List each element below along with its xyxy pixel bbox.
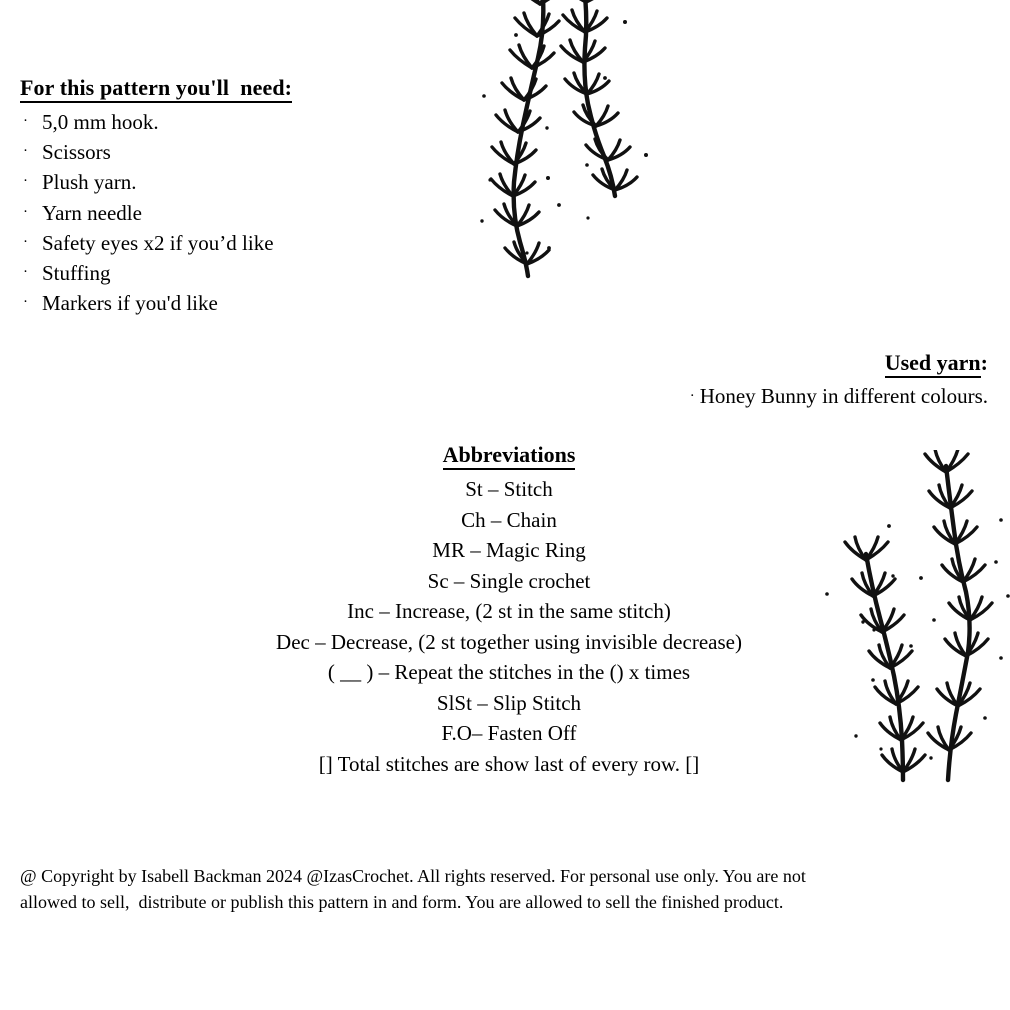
copyright-line-1: @ Copyright by Isabell Backman 2024 @IzasCrochet. All rights reserved. For personal use only. You are not [20, 866, 806, 886]
list-item-label: Yarn needle [42, 200, 142, 225]
list-item: Ch – Chain [461, 507, 557, 532]
copyright-line-2: allowed to sell, distribute or publish this pattern in and form. You are allowed to sell the finished product. [20, 891, 784, 912]
list-item-label: Safety eyes x2 if you’d like [42, 230, 274, 255]
abbreviations-section [0, 442, 1010, 779]
bullet-icon: · [23, 112, 28, 129]
list-item: Inc – Increase, (2 st in the same stitch) [347, 599, 671, 624]
bullet-icon: · [689, 388, 695, 405]
bullet-icon: · [23, 173, 28, 190]
list-item [690, 381, 988, 411]
used-yarn-heading [690, 350, 988, 375]
bullet-icon: · [23, 142, 28, 159]
bullet-icon: · [23, 294, 28, 311]
list-item [20, 288, 480, 318]
abbreviations-heading [8, 442, 1010, 467]
list-item [20, 137, 480, 167]
used-yarn-heading-text: Used yarn [885, 350, 981, 378]
materials-heading-text: For this pattern you'll need: [20, 75, 292, 103]
abbreviations-list [0, 474, 1010, 779]
bullet-icon: · [23, 264, 28, 281]
materials-section [20, 76, 480, 319]
bullet-icon: · [23, 233, 28, 250]
list-item: SlSt – Slip Stitch [436, 690, 582, 715]
list-item [20, 167, 480, 197]
list-item-label: Markers if you'd like [42, 291, 218, 316]
list-item-label: Plush yarn. [42, 170, 137, 195]
abbreviations-heading-text: Abbreviations [443, 442, 576, 470]
list-item [20, 198, 480, 228]
copyright-notice [20, 864, 980, 915]
materials-list [20, 107, 480, 319]
list-item: St – Stitch [465, 477, 553, 502]
list-item: [] Total stitches are show last of every row. [] [318, 751, 700, 776]
bullet-icon: · [23, 203, 28, 220]
list-item: MR – Magic Ring [432, 538, 586, 563]
list-item: F.O– Fasten Off [441, 721, 577, 746]
list-item-label: 5,0 mm hook. [42, 109, 159, 134]
list-item: Dec – Decrease, (2 st together using invisible decrease) [276, 629, 742, 654]
list-item-label: Scissors [42, 139, 111, 164]
list-item-label: Stuffing [42, 261, 111, 286]
list-item [20, 228, 480, 258]
list-item: ( __ ) – Repeat the stitches in the () x times [327, 660, 691, 685]
list-item-label: Honey Bunny in different colours. [699, 384, 988, 409]
materials-heading [20, 76, 480, 101]
list-item [20, 107, 480, 137]
used-yarn-heading-suffix: : [980, 350, 988, 375]
hanging-vine-decoration [470, 0, 670, 295]
list-item [20, 258, 480, 288]
used-yarn-section [690, 350, 988, 412]
list-item: Sc – Single crochet [427, 568, 591, 593]
